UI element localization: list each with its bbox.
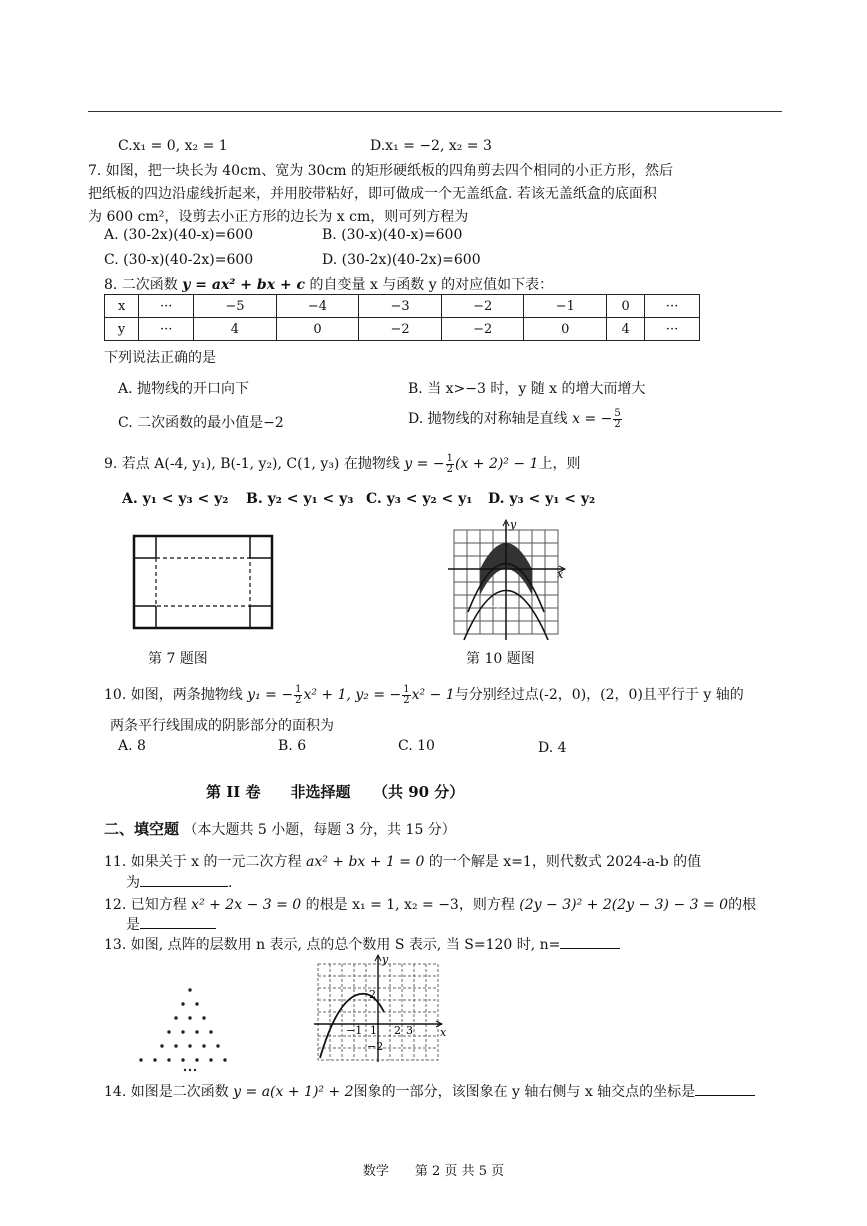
part-2-heading: [104, 818, 456, 839]
fraction-numerator: 5: [614, 407, 621, 419]
q10-stem: [104, 684, 744, 706]
q8-stem-prefix: 8. 二次函数: [104, 277, 178, 293]
q12-stem-suffix: 的根: [728, 897, 757, 913]
table-cell: ···: [139, 318, 194, 341]
fraction-denominator: 2: [614, 418, 621, 430]
q8-option-d-text: D. 抛物线的对称轴是直线: [408, 411, 568, 427]
figure-7-caption: 第 7 题图: [148, 651, 208, 667]
table-cell: −1: [524, 295, 607, 318]
table-cell: 0: [524, 318, 607, 341]
table-cell: ···: [139, 295, 194, 318]
table-cell: ···: [645, 295, 700, 318]
table-cell: y: [105, 318, 139, 341]
figure-14-tick-label: −2: [367, 1040, 384, 1053]
table-cell: −2: [441, 318, 524, 341]
fraction: [446, 454, 454, 475]
q11-answer-blank[interactable]: [140, 886, 228, 887]
q10-stem-line2: 两条平行线围成的阴影部分的面积为: [110, 718, 334, 734]
q8-option-a[interactable]: A. 抛物线的开口向下: [118, 381, 250, 397]
fraction-numerator: 1: [295, 683, 302, 695]
q14-stem-prefix: 14. 如图是二次函数: [104, 1084, 229, 1100]
q8-option-d-formula: x = −: [572, 411, 613, 427]
table-cell: −2: [359, 318, 442, 341]
figure-14-tick-label: 2: [369, 988, 376, 1001]
q8-option-d[interactable]: [408, 408, 623, 430]
q11-stem-line2: 为: [126, 875, 140, 891]
table-cell: −4: [276, 295, 359, 318]
q10-formula-1: y₁ = −: [247, 687, 294, 703]
q14-answer-blank[interactable]: [695, 1095, 755, 1096]
q9-option-c[interactable]: C. y₃ < y₂ < y₁: [366, 491, 473, 507]
q12-stem: [104, 894, 756, 914]
table-row-x: [105, 295, 700, 318]
q8-option-c[interactable]: C. 二次函数的最小值是−2: [118, 415, 284, 431]
figure-14-x-label: x: [440, 1026, 447, 1039]
q9-option-b[interactable]: B. y₂ < y₁ < y₃: [246, 491, 354, 507]
q14-stem-suffix: 图象的一部分，该图象在 y 轴右侧与 x 轴交点的坐标是: [353, 1084, 696, 1100]
q10-option-b[interactable]: B. 6: [278, 738, 307, 754]
q10-stem-suffix: 与分别经过点(-2，0)，(2，0)且平行于 y 轴的: [454, 687, 744, 703]
fraction-denominator: 2: [446, 463, 453, 475]
q10-formula-1-rest: x² + 1, y₂ = −: [303, 687, 402, 703]
q13-stem-text: 13. 如图, 点阵的层数用 n 表示, 点的总个数用 S 表示, 当 S=120 时, n=: [104, 937, 561, 953]
q12-formula-2: (2y − 3)² + 2(2y − 3) − 3 = 0: [519, 897, 729, 913]
q9-stem: [104, 453, 580, 475]
q11-stem-suffix: 的一个解是 x=1，则代数式 2024-a-b 的值: [428, 854, 702, 870]
q11-answer-line: 为 .: [126, 875, 233, 891]
q10-formula-2-rest: x² − 1: [411, 687, 455, 703]
q13-answer-blank[interactable]: [560, 948, 620, 949]
table-cell: ···: [645, 318, 700, 341]
table-cell: −2: [441, 295, 524, 318]
figure-10-parabolas: [446, 518, 570, 642]
table-cell: 4: [194, 318, 277, 341]
q12-formula-1: x² + 2x − 3 = 0: [191, 897, 302, 913]
q8-value-table: [104, 294, 700, 341]
part-2-heading-note: （本大题共 5 小题，每题 3 分，共 15 分）: [183, 822, 456, 838]
q7-option-a[interactable]: A. (30-2x)(40-x)=600: [104, 227, 254, 243]
q11-formula: ax² + bx + 1 = 0: [305, 854, 425, 870]
fraction-numerator: 1: [403, 683, 410, 695]
q9-formula-lhs: y = −: [404, 456, 445, 472]
q12-stem-middle: 的根是 x₁ = 1, x₂ = −3，则方程: [305, 897, 515, 913]
q7-option-b[interactable]: B. (30-x)(40-x)=600: [322, 227, 463, 243]
figure-14-tick-label: 1: [370, 1024, 377, 1037]
table-row-y: [105, 318, 700, 341]
q9-option-a[interactable]: A. y₁ < y₃ < y₂: [122, 491, 229, 507]
q8-prompt: 下列说法正确的是: [104, 350, 216, 366]
table-cell: 0: [276, 318, 359, 341]
table-cell: −5: [194, 295, 277, 318]
figure-7-box-net: [132, 534, 274, 630]
q6-option-c[interactable]: C.x₁ = 0, x₂ = 1: [118, 138, 228, 154]
q9-formula-rhs: (x + 2)² − 1: [454, 456, 539, 472]
q14-stem: [104, 1081, 755, 1101]
page-footer: 数学 第 2 页 共 5 页: [362, 1164, 505, 1179]
section-2-title: 第 II 卷 非选择题 （共 90 分）: [206, 783, 465, 801]
table-cell: x: [105, 295, 139, 318]
fraction: [613, 409, 621, 430]
table-cell: −3: [359, 295, 442, 318]
q7-stem-line3: 为 600 cm²，设剪去小正方形的边长为 x cm，则可列方程为: [88, 209, 469, 225]
q6-option-d[interactable]: D.x₁ = −2, x₂ = 3: [370, 138, 492, 154]
q13-stem: [104, 934, 620, 954]
q9-option-d[interactable]: D. y₃ < y₁ < y₂: [488, 491, 596, 507]
figure-14-tick-label: −1: [346, 1024, 363, 1037]
figure-10-tick-label: −2: [486, 600, 503, 613]
figure-14-parabola-graph: [312, 954, 452, 1066]
figure-10-y-label: y: [510, 518, 517, 531]
figure-10-x-label: x: [557, 568, 564, 581]
fraction-denominator: 2: [295, 694, 302, 706]
q7-stem-line1: 7. 如图，把一块长为 40cm、宽为 30cm 的矩形硬纸板的四角剪去四个相同的小正方形，然后: [88, 163, 674, 179]
q12-answer-line: [126, 914, 216, 934]
q7-option-d[interactable]: D. (30-2x)(40-2x)=600: [322, 252, 481, 268]
q11-stem: [104, 851, 701, 871]
q10-option-c[interactable]: C. 10: [398, 738, 435, 754]
q11-stem-prefix: 11. 如果关于 x 的一元二次方程: [104, 854, 302, 870]
fraction-numerator: 1: [446, 452, 453, 464]
q12-stem-line2: 是: [126, 917, 140, 933]
table-cell: 4: [607, 318, 645, 341]
figure-14-tick-label: 3: [406, 1024, 413, 1037]
fraction: [294, 685, 302, 706]
part-2-heading-title: 二、填空题: [104, 820, 180, 838]
q8-stem: [104, 274, 553, 294]
q10-stem-prefix: 10. 如图，两条抛物线: [104, 687, 243, 703]
q12-answer-blank[interactable]: [140, 928, 216, 929]
q8-option-b[interactable]: B. 当 x>−3 时，y 随 x 的增大而增大: [408, 381, 646, 397]
figure-10-caption: 第 10 题图: [466, 651, 535, 667]
q7-stem-line2: 把纸板的四边沿虚线折起来，并用胶带粘好，即可做成一个无盖纸盒. 若该无盖纸盒的底面积: [88, 186, 657, 202]
figure-13-dot-lattice: [134, 984, 246, 1074]
fraction: [402, 685, 410, 706]
q7-option-c[interactable]: C. (30-x)(40-2x)=600: [104, 252, 254, 268]
header-rule: [88, 111, 782, 112]
table-cell: 0: [607, 295, 645, 318]
q8-formula: y = ax² + bx + c: [182, 277, 306, 293]
figure-14-y-label: y: [382, 954, 389, 966]
q12-stem-prefix: 12. 已知方程: [104, 897, 187, 913]
figure-14-tick-label: 2: [394, 1024, 401, 1037]
q10-option-a[interactable]: A. 8: [118, 738, 146, 754]
q8-stem-suffix: 的自变量 x 与函数 y 的对应值如下表：: [309, 277, 554, 293]
q14-formula: y = a(x + 1)² + 2: [233, 1084, 354, 1100]
q9-stem-suffix: 上，则: [538, 456, 581, 472]
q10-option-d[interactable]: D. 4: [538, 740, 567, 756]
fraction-denominator: 2: [403, 694, 410, 706]
q9-stem-prefix: 9. 若点 A(-4, y₁), B(-1, y₂), C(1, y₃) 在抛物线: [104, 456, 400, 472]
